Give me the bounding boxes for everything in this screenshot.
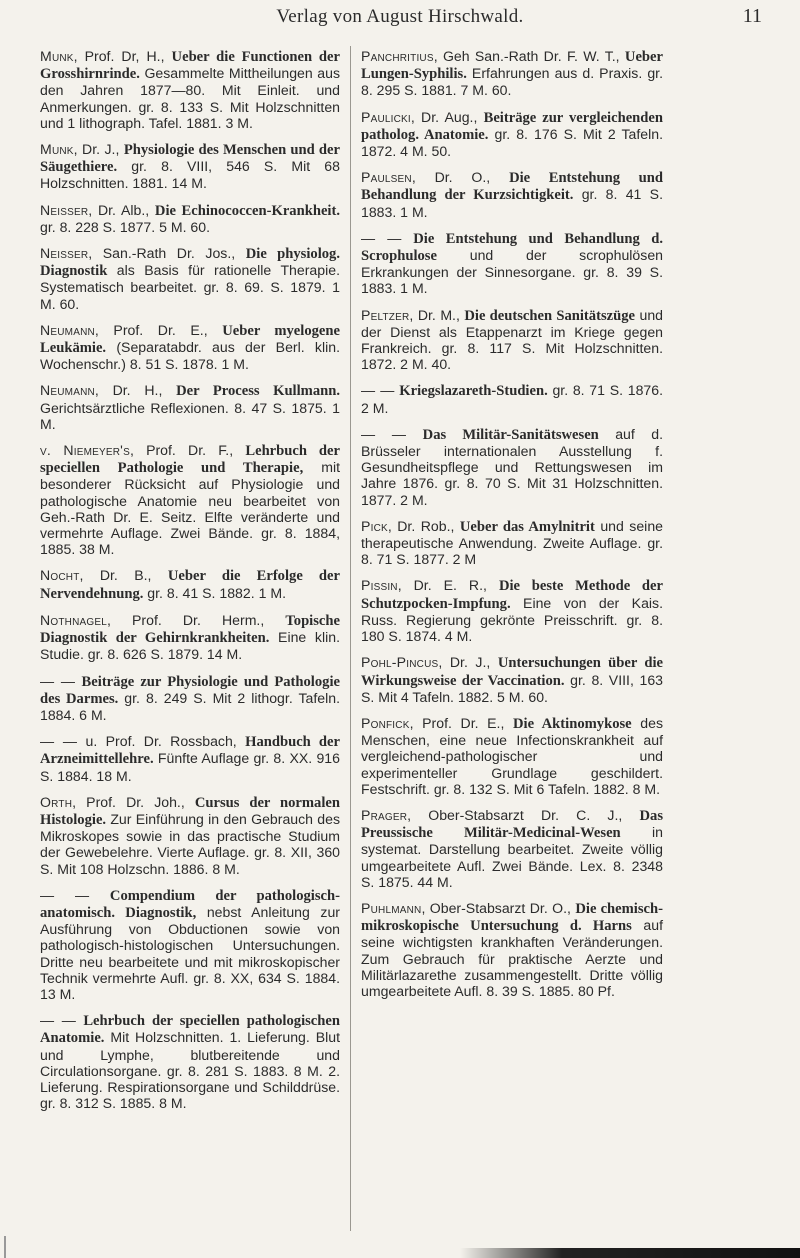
entry-author: Nocht [40,567,80,584]
entry-title: Kriegslazareth-Studien. [399,383,548,400]
entry-author-details: , Dr. J., [73,141,124,158]
entry-publication-details: Mit Holzschnitten. 1. Lieferung. Blut und Lymphe, blutbereitende und Circulationsorgane. gr. 8. 281 S. 1883. 8 M. 2. Lieferung. Respirationsorgane und Schilddrüse. gr. 8. 312 S. 1885. 8 M. [40,1029,340,1112]
entry-author-details: , Dr. B., [79,567,168,584]
entry-publication-details: auf d. Brüsseler internationalen Ausstellung f. Gesundheitspflege und Rettungswesen im Jahre 1876. gr. 8. 70 S. Mit 31 Holzschnitten. 1877. 2 M. [361,425,663,508]
catalog-entry [40,673,340,724]
entry-publication-details: und der scrophulösen Erkrankungen der Sinnesorgane. gr. 8. 39 S. 1883. 1 M. [361,247,663,297]
entry-publication-details: gr. 8. 176 S. Mit 2 Tafeln. 1872. 4 M. 50. [361,125,663,160]
catalog-entry [40,382,340,432]
entry-author: Orth [40,793,73,810]
catalog-entry [361,230,663,297]
entry-publication-details: nebst Anleitung zur Ausführung von Obductionen sowie von pathologisch-histologischen Untersuchungen. Dritte neu bearbeitete und mit mikroskopischer Technik vermehrte Aufl. gr. 8. XX, 634 S. 1884. 13 M. [40,903,341,1002]
catalog-entry [361,426,663,508]
entry-author: — — [40,1012,77,1029]
entry-title: Cursus der normalen Histologie. [40,794,340,828]
entry-publication-details: gr. 8. 41 S. 1883. 1 M. [361,186,663,220]
catalog-entry [40,612,340,663]
entry-publication-details: und seine therapeutische Anwendung. Zweite Auflage. gr. 8. 71 S. 1877. 2 M [361,517,663,568]
entry-title: Topische Diagnostik der Gehirnkrankheiten. [40,612,340,647]
entry-publication-details: Gerichtsärztliche Reflexionen. 8. 47 S. 1875. 1 M. [40,399,340,432]
catalog-entry [40,887,340,1002]
entry-author: Puhlmann [361,899,422,916]
entry-publication-details: Erfahrungen aus d. Praxis. gr. 8. 295 S. 1881. 7 M. 60. [361,65,663,99]
catalog-entry [40,567,340,601]
catalog-entry [40,202,340,235]
entry-author: Prager [361,806,408,823]
entry-title: Ueber Lungen-Syphilis. [361,49,663,83]
catalog-entry [361,307,663,373]
entry-author-details: u. Prof. Dr. Rossbach, [77,733,246,750]
entry-title: Die Echinococcen-Krankheit. [154,202,340,219]
column-divider [350,46,351,1231]
entry-publication-details: Zur Einführung in den Gebrauch des Mikroskopes sowie in das practische Studium der Gewebelehre. Vierte Auflage. gr. 8. XII, 360 S. Mit 108 Holzschn. 1886. 8 M. [40,810,340,877]
entry-author-details: , Dr. Alb., [88,201,155,218]
entry-author-details: , Prof. Dr. Joh., [72,793,195,810]
entry-title: Ueber die Erfolge der Nervendehnung. [40,568,341,602]
entry-publication-details: Fünfte Auflage gr. 8. XX. 916 S. 1884. 18 M. [40,750,340,784]
entry-author: — — [40,733,78,750]
entry-author-details: , Dr. J., [438,654,498,671]
catalog-entry [361,654,663,705]
entry-author: Ponfick [361,714,410,731]
catalog-entry [361,48,663,99]
entry-publication-details: als Basis für rationelle Therapie. Systematisch bearbeitet. gr. 8. 69. S. 1879. 1 M. 60. [40,262,340,312]
page-edge-mark [4,1236,6,1258]
catalog-entry [40,322,340,373]
entry-author-details: , Prof. Dr, H., [73,48,172,64]
entry-title: Das Preussische Militär-Medicinal-Wesen [361,807,663,842]
entry-title: Ueber myelogene Leukämie. [40,322,340,357]
catalog-entry [361,169,663,220]
entry-author: — — [361,425,407,442]
entry-title: Physiologie des Menschen und der Säugethiere. [40,142,340,176]
entry-title: Der Process Kullmann. [176,383,340,400]
catalog-entry [361,518,663,568]
entry-title: Die deutschen Sanitätszüge [464,307,635,324]
entry-author: Paulsen [361,169,412,186]
entry-title: Ueber die Functionen der Grosshirnrinde. [40,49,340,83]
left-column [40,48,340,1121]
entry-author: Pick [361,517,388,534]
catalog-entry [361,900,663,999]
entry-title: Die chemisch-mikroskopische Untersuchung d. Harns [361,900,663,935]
entry-author: Nothnagel [40,611,107,628]
entry-publication-details: in systemat. Darstellung bearbeitet. Zweite völlig umgearbeitete Aufl. Zwei Bände. Lex. 8. 2348 S. 1875. 44 M. [361,824,664,890]
entry-author: Munk [40,141,74,158]
entry-author: Pohl-Pincus [361,654,439,671]
entry-publication-details: und der Dienst als Etappenarzt im Kriege gegen Frankreich. gr. 8. 117 S. Mit Holzschnitten. 1872. 2 M. 40. [361,306,664,373]
catalog-entry [40,1012,340,1111]
entry-publication-details: Eine von der Kais. Russ. Regierung gekrönte Preisschrift. gr. 8. 180 S. 1874. 4 M. [361,594,663,645]
entry-title: Die Entstehung und Behandlung der Kurzsichtigkeit. [361,170,663,204]
entry-author-details: , Dr. Rob., [387,517,460,534]
entry-author: — — [361,229,402,246]
entry-title: Ueber das Amylnitrit [459,518,595,535]
entry-title: Lehrbuch der speciellen pathologischen Anatomie. [40,1013,340,1047]
entry-author-details: , Prof. Dr. Herm., [107,611,286,628]
right-column [361,48,663,1009]
page-header [0,0,800,40]
entry-author-details [89,887,110,903]
entry-publication-details: gr. 8. VIII, 546 S. Mit 68 Holzschnitten. 1881. 14 M. [40,158,340,192]
entry-publication-details: des Menschen, eine neue Infectionskrankheit auf vergleichend-pathologischer und experimenteller Grundlage geschildert. Festschrift. gr. 8. 132 S. Mit 6 Tafeln. 1882. 8 M. [361,714,664,797]
entry-author-details: , Dr. H., [94,382,177,399]
entry-author-details: , San.-Rath Dr. Jos., [88,245,246,262]
entry-publication-details: Gesammelte Mittheilungen aus den Jahren 1877—80. Mit Einleit. und Anmerkungen. gr. 8. 133 S. Mit Holzschnitten und 1 lithograph. Tafel. 1881. 3 M. [40,65,340,131]
entry-author: Munk [40,48,74,64]
entry-author: — — [40,672,76,689]
entry-author-details: , Ober-Stabsarzt Dr. O., [421,899,576,916]
entry-author-details: , Prof. Dr. F., [129,442,246,459]
entry-title: Die Aktinomykose [513,715,632,732]
entry-author-details: , Dr. O., [411,169,510,186]
entry-publication-details: Eine klin. Studie. gr. 8. 626 S. 1879. 14 M. [40,629,340,663]
catalog-entry [40,794,340,877]
catalog-entry [40,245,340,312]
entry-author-details: , Geh San.-Rath Dr. F. W. T., [433,48,625,64]
entry-author: Neumann [40,382,95,399]
entry-publication-details: mit besonderer Rücksicht auf Physiologie und pathologische Anatomie neu bearbeitet von Geh.-Rath Dr. E. Seitz. Elfte veränderte und vermehrte Auflage. Zwei Bände. gr. 8. 1884, 1885. 38 M. [40,459,340,558]
entry-author-details: , Prof. Dr. E., [409,714,514,731]
catalog-entry [40,141,340,192]
entry-author-details: , Dr. M., [409,306,465,323]
entry-author: — — [361,382,395,399]
entry-author-details [402,230,414,246]
entry-title: Handbuch der Arzneimittellehre. [40,734,340,768]
entry-title: Beiträge zur Physiologie und Pathologie des Darmes. [40,673,340,707]
entry-author: Panchritius [361,48,434,64]
entry-title: Compendium der pathologisch-anatomisch. Diagnostik, [40,887,340,921]
entry-author-details: , Dr. Aug., [410,108,484,125]
publisher-heading: Verlag von August Hirschwald. [276,6,524,27]
entry-publication-details: gr. 8. 228 S. 1877. 5 M. 60. [40,218,211,235]
catalog-entry [361,715,663,797]
catalog-entry [40,442,340,557]
entry-title: Die beste Methode der Schutzpocken-Impfung. [361,578,663,612]
catalog-entry [361,382,663,415]
entry-author: v. Niemeyer's [40,442,130,459]
entry-author: Paulicki [361,108,411,125]
catalog-entry [361,109,663,160]
entry-publication-details: gr. 8. 71 S. 1876. 2 M. [361,382,663,416]
entry-author-details: , Ober-Stabsarzt Dr. C. J., [407,806,640,823]
entry-author: Neumann [40,321,95,338]
entry-author: — — [40,886,90,903]
entry-author-details [406,426,422,442]
entry-title: Beiträge zur vergleichenden patholog. Anatomie. [361,109,663,143]
entry-title: Untersuchungen über die Wirkungsweise der Vaccination. [361,655,663,689]
bottom-edge-shadow [460,1248,800,1258]
entry-author: Peltzer [361,306,410,323]
catalog-entry [361,807,663,890]
entry-publication-details: (Separatabdr. aus der Berl. klin. Wochenschr.) 8. 51 S. 1878. 1 M. [40,339,340,373]
entry-title: Das Militär-Sanitätswesen [422,426,599,443]
catalog-entry [40,48,340,131]
entry-publication-details: gr. 8. 41 S. 1882. 1 M. [143,584,286,601]
entry-publication-details: gr. 8. VIII, 163 S. Mit 4 Tafeln. 1882. 5 M. 60. [361,671,663,705]
entry-publication-details: gr. 8. 249 S. Mit 2 lithogr. Tafeln. 1884. 6 M. [40,689,341,723]
catalog-entry [40,733,340,784]
entry-author-details: , Dr. E. R., [397,577,499,594]
entry-author: Neisser [40,201,89,218]
entry-title: Die Entstehung und Behandlung d. Scrophulose [361,230,663,265]
catalog-entry [361,577,663,644]
page-number: 11 [742,5,762,27]
entry-publication-details: auf seine wichtigsten krankhaften Veränderungen. Zum Gebrauch für praktische Aerzte und Militärlazarethe zusammengestellt. Dritte völlig umgearbeitete Aufl. 8. 39 S. 1885. 80 Pf. [361,917,664,999]
entry-author-details: , Prof. Dr. E., [94,321,223,338]
entry-author: Pissin [361,577,398,594]
entry-title: Die physiolog. Diagnostik [40,246,340,280]
entry-author: Neisser [40,245,89,262]
entry-title: Lehrbuch der speciellen Pathologie und Therapie, [40,443,341,477]
